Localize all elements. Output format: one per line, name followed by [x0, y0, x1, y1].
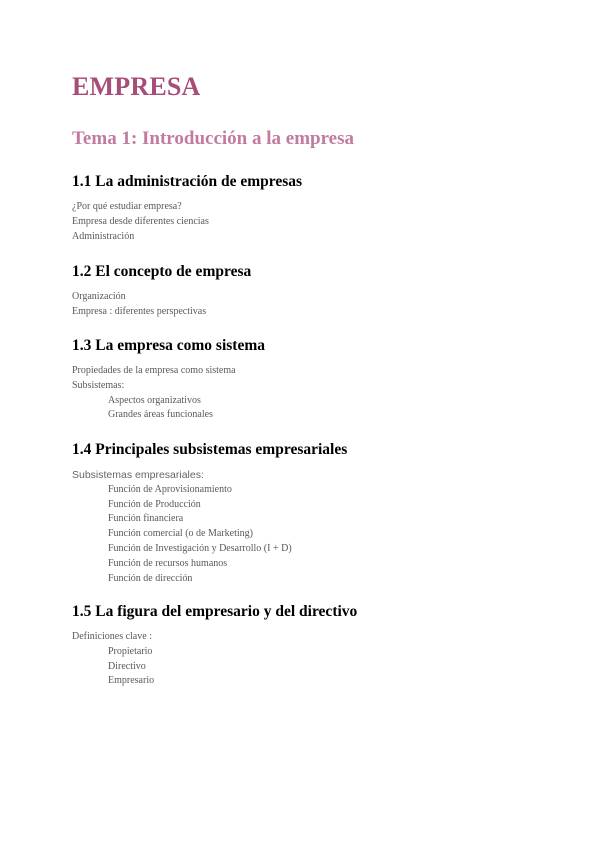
- list-item: Subsistemas empresariales:: [72, 469, 204, 481]
- list-subitem: Grandes áreas funcionales: [108, 409, 213, 421]
- section-administracion: [72, 173, 560, 244]
- list-item: Subsistemas:: [72, 379, 125, 391]
- list-subitem: Función de Producción: [108, 498, 201, 510]
- section-heading: 1.2 El concepto de empresa: [72, 263, 252, 280]
- list-subitem: Función de Aprovisionamiento: [108, 483, 232, 495]
- list-subitem: Empresario: [108, 675, 155, 687]
- list-subitem: Aspectos organizativos: [108, 394, 201, 406]
- list-subitem: Función comercial (o de Marketing): [108, 528, 253, 540]
- section-subsistemas: [72, 441, 560, 586]
- section-heading: 1.3 La empresa como sistema: [72, 337, 266, 354]
- list-subitem: Propietario: [108, 645, 153, 657]
- list-subitem: Función de Investigación y Desarrollo (I + D): [108, 542, 292, 554]
- section-heading: 1.4 Principales subsistemas empresariales: [72, 441, 348, 458]
- list-item: Propiedades de la empresa como sistema: [72, 365, 236, 376]
- section-sistema: [72, 337, 560, 423]
- list-subitem: Función de dirección: [108, 572, 193, 584]
- chapter-title: Tema 1: Introducción a la empresa: [72, 128, 355, 149]
- section-concepto: [72, 263, 560, 320]
- list-item: Empresa desde diferentes ciencias: [72, 215, 209, 227]
- list-subitem: Función financiera: [108, 513, 184, 525]
- list-item: ¿Por qué estudiar empresa?: [72, 201, 182, 212]
- section-empresario: [72, 603, 560, 689]
- list-subitem: Función de recursos humanos: [108, 557, 228, 569]
- list-item: Organización: [72, 291, 126, 302]
- section-heading: 1.5 La figura del empresario y del directivo: [72, 603, 358, 620]
- list-item: Administración: [72, 230, 135, 242]
- list-item: Empresa : diferentes perspectivas: [72, 305, 207, 317]
- section-heading: 1.1 La administración de empresas: [72, 173, 303, 190]
- list-item: Definiciones clave :: [72, 631, 152, 642]
- list-subitem: Directivo: [108, 660, 146, 672]
- document-title: EMPRESA: [72, 72, 201, 101]
